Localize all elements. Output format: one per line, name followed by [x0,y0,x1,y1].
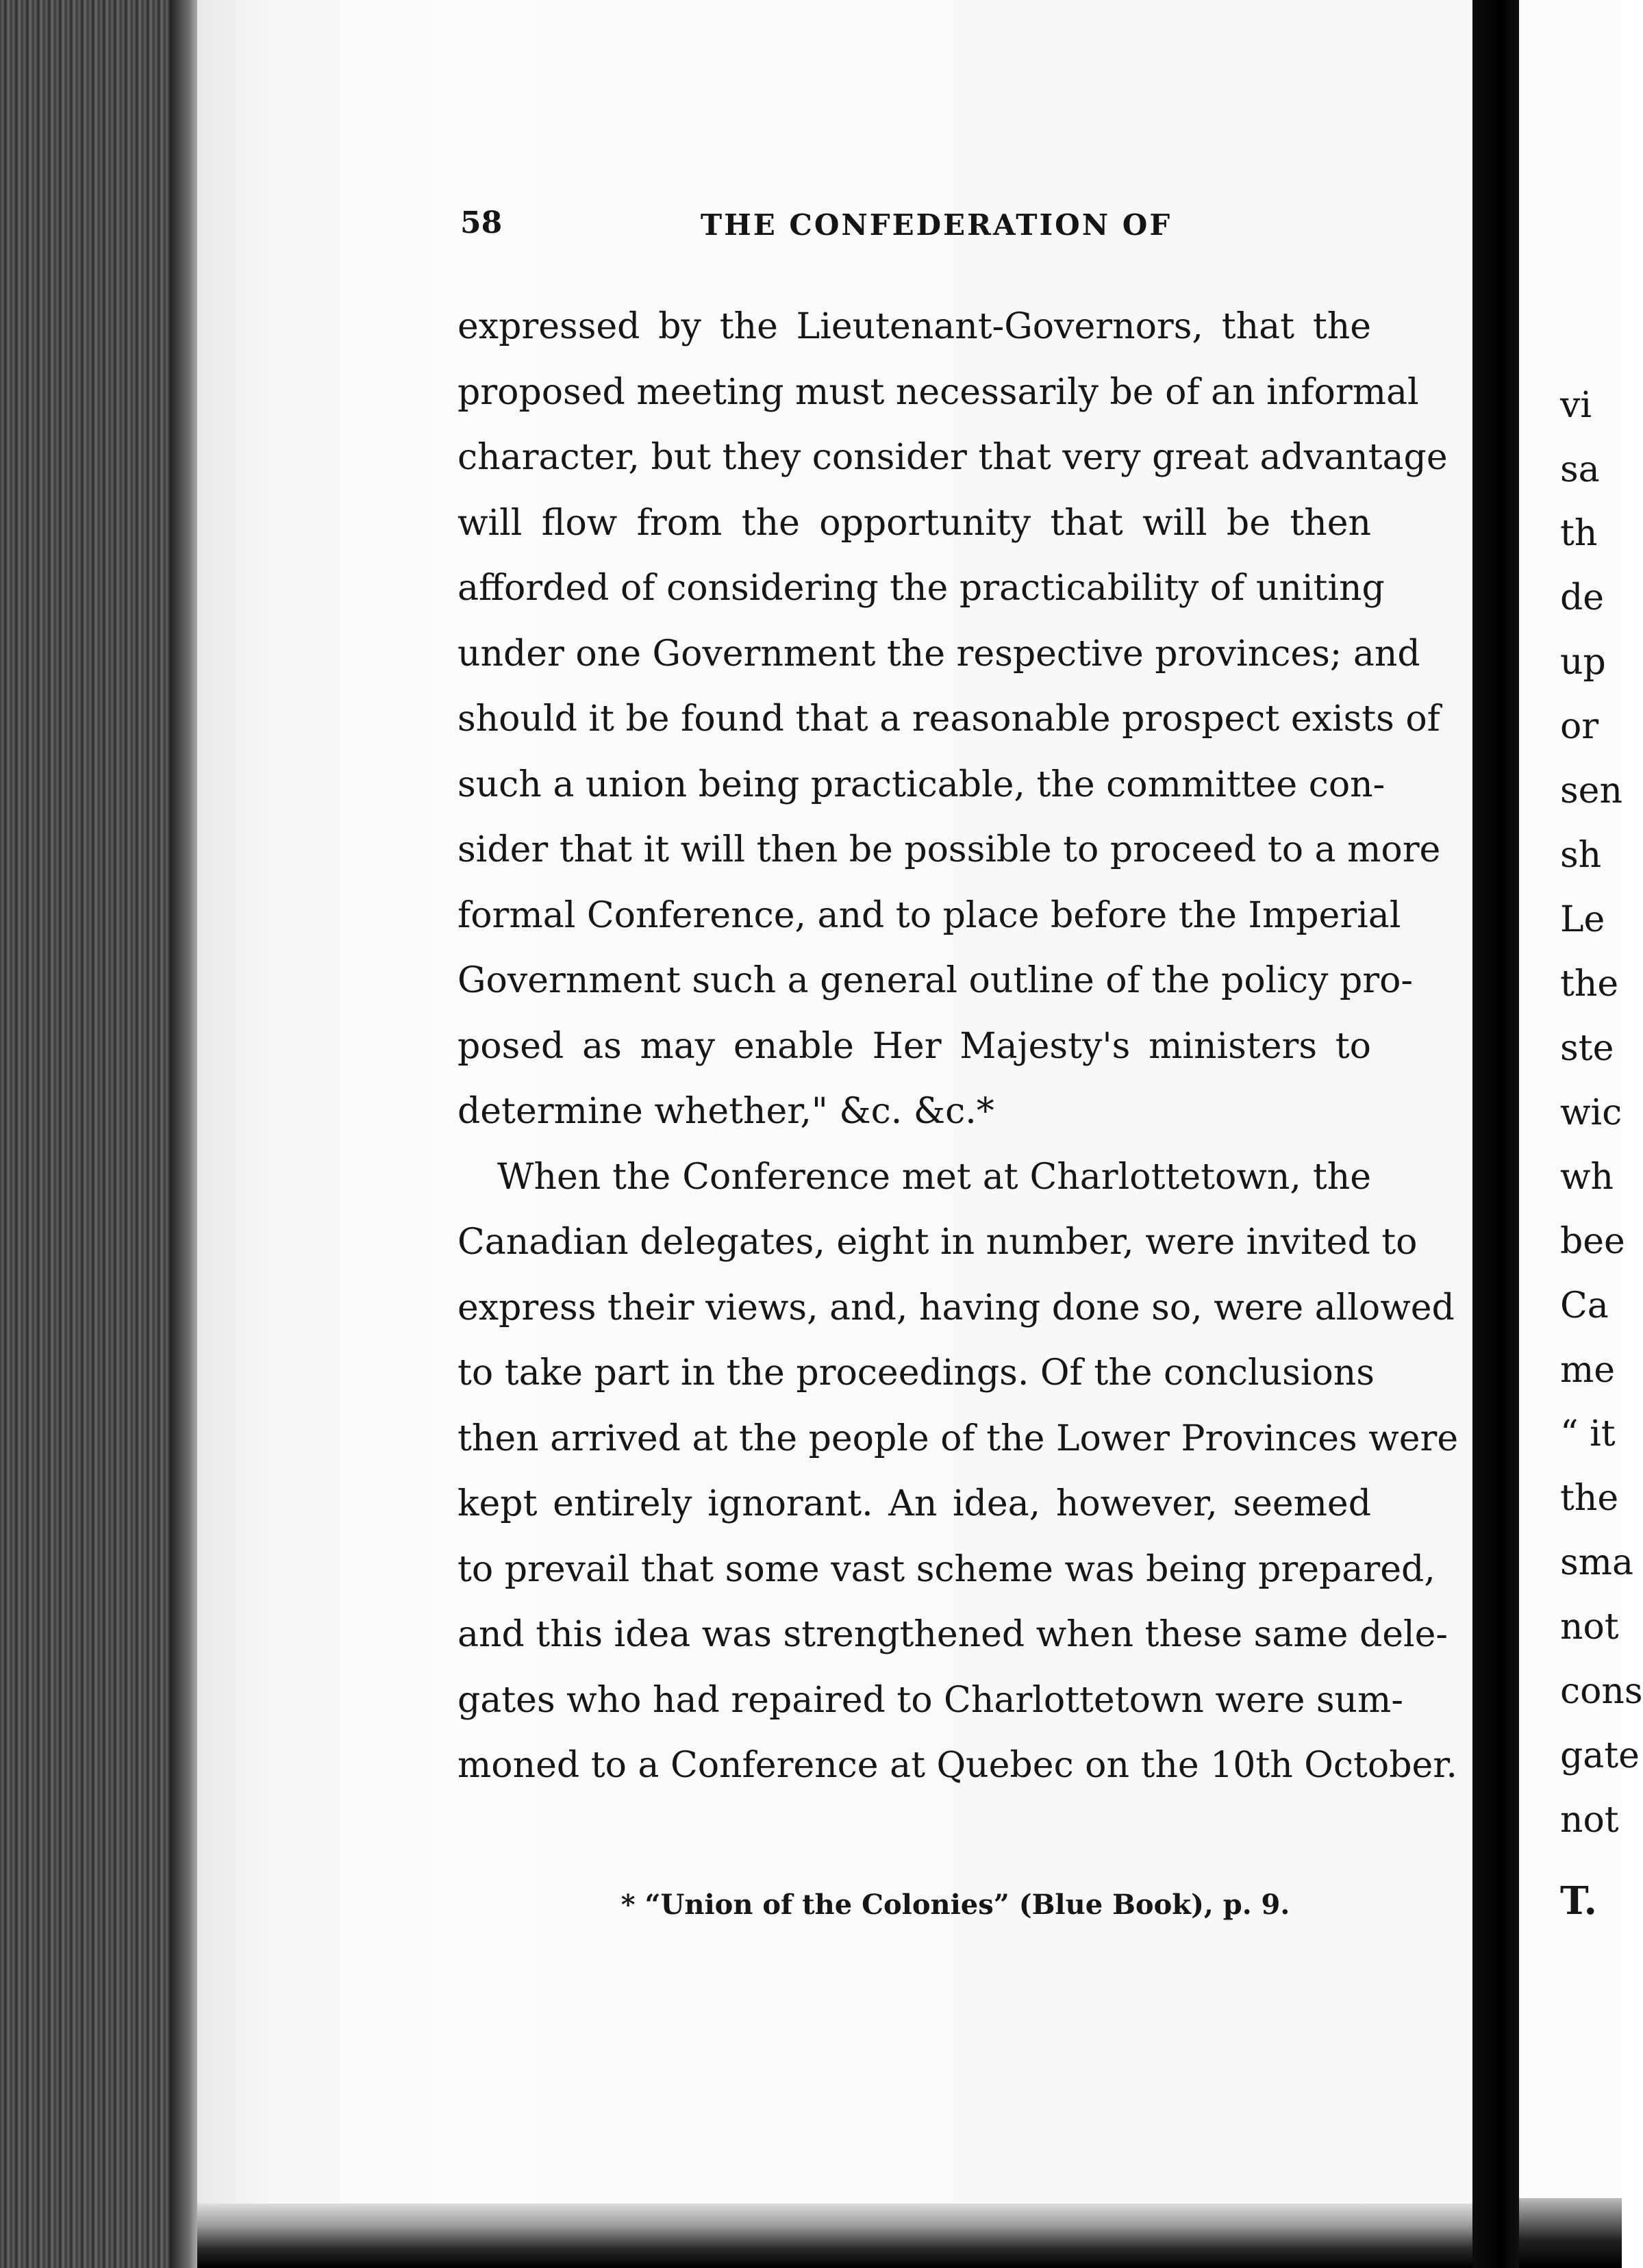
facing-text-fragment: “ it [1560,1413,1616,1454]
text-line: gates who had repaired to Charlottetown were sum- [457,1679,1403,1721]
text-line: Canadian delegates, eight in number, were invited to [457,1222,1418,1263]
text-line: under one Government the respective provinces; and [457,633,1420,675]
text-line: and this idea was strengthened when these same dele- [457,1614,1448,1655]
text-line: expressed by the Lieutenant-Governors, that the [457,306,1371,347]
binding-shadow [170,0,200,2268]
text-line: moned to a Conference at Quebec on the 10th October. [457,1745,1457,1786]
text-line: sider that it will then be possible to proceed to a more [457,829,1441,870]
page-bottom-shadow [197,2204,1472,2268]
text-line: should it be found that a reasonable prospect exists of [457,698,1440,740]
facing-text-fragment: not [1560,1800,1619,1841]
text-line: determine whether," &c. &c.* [457,1091,994,1132]
text-line: to take part in the proceedings. Of the conclusions [457,1352,1375,1394]
facing-text-fragment: sh [1560,835,1602,876]
facing-text-fragment: gate [1560,1735,1640,1776]
text-line: proposed meeting must necessarily be of an informal [457,371,1419,413]
text-line: posed as may enable Her Majesty's ministers to [457,1025,1371,1067]
facing-text-fragment: the [1560,963,1619,1005]
facing-text-fragment: Ca [1560,1285,1609,1326]
running-head [460,205,1371,247]
facing-text-fragment: sen [1560,770,1622,811]
text-line: kept entirely ignorant. An idea, however, seemed [457,1483,1371,1524]
text-line: will flow from the opportunity that will be then [457,502,1371,544]
page-number: 58 [460,205,503,240]
facing-text-fragment: sma [1560,1542,1633,1583]
facing-text-fragment: vi [1560,385,1592,426]
facing-text-fragment: th [1560,513,1598,554]
text-line: When the Conference met at Charlottetown, the [497,1156,1371,1198]
facing-text-fragment: me [1560,1350,1616,1391]
text-line: character, but they consider that very great advantage [457,437,1448,478]
facing-text-fragment: not [1560,1606,1619,1648]
facing-page-bottom-shadow [1519,2198,1622,2268]
facing-text-fragment: bee [1560,1221,1625,1262]
facing-text-fragment: up [1560,642,1606,683]
facing-text-fragment: the [1560,1478,1619,1519]
facing-text-fragment: or [1560,706,1599,747]
footnote: * “Union of the Colonies” (Blue Book), p. 9. [620,1889,1290,1921]
facing-text-fragment: ste [1560,1028,1614,1069]
facing-page [1519,0,1622,2268]
text-line: express their views, and, having done so, were allowed [457,1287,1455,1328]
facing-text-fragment: cons [1560,1671,1643,1712]
text-line: afforded of considering the practicability of uniting [457,568,1385,609]
facing-text-fragment: T. [1560,1878,1597,1924]
facing-text-fragment: wic [1560,1092,1622,1133]
book-gutter [1472,0,1519,2268]
body-text [457,294,1459,1799]
facing-text-fragment: Le [1560,899,1605,940]
book-page-edges [0,0,192,2268]
text-line: Government such a general outline of the policy pro- [457,960,1413,1001]
text-line: to prevail that some vast scheme was being prepared, [457,1548,1435,1590]
facing-text-fragment: wh [1560,1157,1614,1198]
text-line: formal Conference, and to place before the Imperial [457,894,1401,936]
facing-text-fragment: sa [1560,449,1600,490]
text-line: then arrived at the people of the Lower Provinces were [457,1418,1459,1459]
text-line: such a union being practicable, the committee con- [457,764,1385,805]
facing-text-fragment: de [1560,577,1605,618]
running-title: THE CONFEDERATION OF [700,208,1172,242]
